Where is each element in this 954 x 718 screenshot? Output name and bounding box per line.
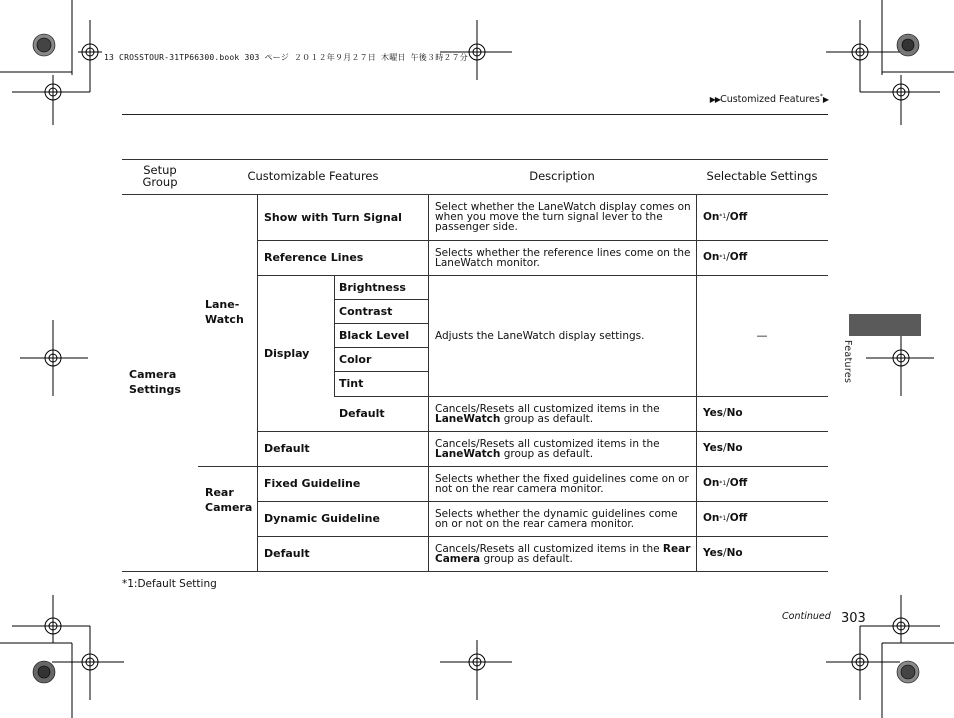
desc-reference-lines: Selects whether the reference lines come on the LaneWatch monitor. [435, 246, 691, 269]
desc-display: Adjusts the LaneWatch display settings. [435, 329, 645, 342]
desc-bold: Rear Camera [435, 542, 691, 565]
desc-dynamic-guideline: Selects whether the dynamic guidelines come on or not on the rear camera monitor. [435, 507, 678, 530]
setting-display-default [703, 396, 828, 431]
continued-label: Continued [782, 611, 831, 622]
header-description: Description [529, 168, 595, 183]
setting-slash: / [726, 210, 730, 223]
feature-show-with-turn-signal: Show with Turn Signal [264, 210, 402, 224]
desc-lanewatch-default [435, 431, 691, 466]
footnote-ref: *1 [719, 213, 727, 220]
setting-reference-lines [703, 240, 828, 275]
footnote-ref: *1 [719, 253, 727, 261]
setting-on: On [703, 210, 720, 223]
setting-no: No [726, 547, 743, 560]
setting-fixed-guideline [703, 466, 828, 501]
setting-lanewatch-default [703, 431, 828, 466]
header-selectable-settings: Selectable Settings [706, 168, 818, 183]
desc-bold: LaneWatch [435, 447, 501, 460]
footnote-ref: *1 [719, 479, 727, 487]
setting-slash: / [723, 407, 727, 420]
desc-bold: LaneWatch [435, 412, 501, 425]
setting-off: Off [729, 477, 748, 490]
setting-yes: Yes [703, 442, 724, 455]
setting-display-none: — [756, 329, 768, 342]
breadcrumb-asterisk: * [819, 93, 823, 100]
book-file-info: 13 CROSSTOUR-31TP66300.book 303 ページ ２０１２年９月２７日 木曜日 午後３時２７分 [104, 53, 469, 62]
chapter-tab[interactable] [849, 314, 921, 336]
setting-on: On [703, 512, 720, 525]
subgroup-lanewatch: Lane- Watch [205, 297, 244, 326]
desc-show-with-turn-signal: Select whether the LaneWatch display comes on when you move the turn signal lever to the passenger side. [435, 201, 691, 233]
setting-slash: / [723, 547, 727, 560]
setting-dynamic-guideline [703, 501, 828, 536]
desc-text: group as default. [500, 447, 594, 460]
footnote-ref: *1 [719, 514, 727, 522]
feature-rear-camera-default: Default [264, 547, 310, 560]
desc-rear-camera-default [435, 536, 691, 571]
setting-rear-camera-default [703, 536, 828, 571]
desc-text: Cancels/Resets all customized items in the [435, 402, 660, 415]
feature-display: Display [264, 346, 310, 360]
desc-display-default [435, 396, 691, 431]
breadcrumb-arrows-icon: ▶▶ [709, 95, 721, 105]
table-rule [334, 275, 335, 396]
feature-reference-lines: Reference Lines [264, 251, 364, 264]
setting-show-with-turn-signal [703, 194, 828, 240]
display-item-contrast: Contrast [339, 304, 393, 318]
desc-text: Cancels/Resets all customized items in the [435, 542, 663, 555]
display-item-brightness: Brightness [339, 280, 406, 294]
setting-slash: / [726, 477, 730, 490]
footnote-default-setting: *1:Default Setting [122, 578, 217, 590]
group-camera-settings: Camera Settings [129, 367, 181, 396]
setting-slash: / [726, 512, 730, 525]
setting-slash: / [723, 442, 727, 455]
setting-no: No [726, 442, 743, 455]
breadcrumb-label: Customized Features [720, 94, 820, 106]
setting-slash: / [726, 251, 730, 264]
setting-yes: Yes [703, 547, 724, 560]
feature-lanewatch-default: Default [264, 442, 310, 455]
feature-fixed-guideline: Fixed Guideline [264, 477, 361, 490]
chapter-label-features: Features [842, 340, 853, 384]
breadcrumb-end-arrow-icon: ▶ [822, 95, 828, 105]
setting-no: No [726, 407, 743, 420]
desc-text: group as default. [500, 412, 594, 425]
setting-off: Off [729, 512, 748, 525]
header-rule [122, 114, 828, 115]
page-number: 303 [841, 611, 866, 626]
table-rule [257, 194, 258, 571]
desc-fixed-guideline: Selects whether the fixed guidelines come on or not on the rear camera monitor. [435, 472, 689, 495]
setting-on: On [703, 251, 720, 264]
setting-off: Off [729, 251, 748, 264]
subgroup-rear-camera: Rear Camera [205, 486, 253, 514]
display-item-default: Default [339, 407, 385, 420]
table-rule [122, 571, 828, 572]
setting-yes: Yes [703, 407, 724, 420]
display-item-tint: Tint [339, 377, 364, 390]
table-rule [428, 194, 429, 571]
breadcrumb[interactable] [710, 93, 828, 105]
feature-dynamic-guideline: Dynamic Guideline [264, 512, 380, 525]
desc-text: group as default. [480, 552, 573, 565]
setting-off: Off [729, 210, 748, 223]
header-setup-group: Setup Group [142, 163, 178, 189]
header-customizable-features: Customizable Features [247, 168, 379, 183]
desc-text: Cancels/Resets all customized items in the [435, 437, 660, 450]
display-item-black-level: Black Level [339, 328, 410, 342]
display-item-color: Color [339, 352, 372, 366]
setting-on: On [703, 477, 720, 490]
